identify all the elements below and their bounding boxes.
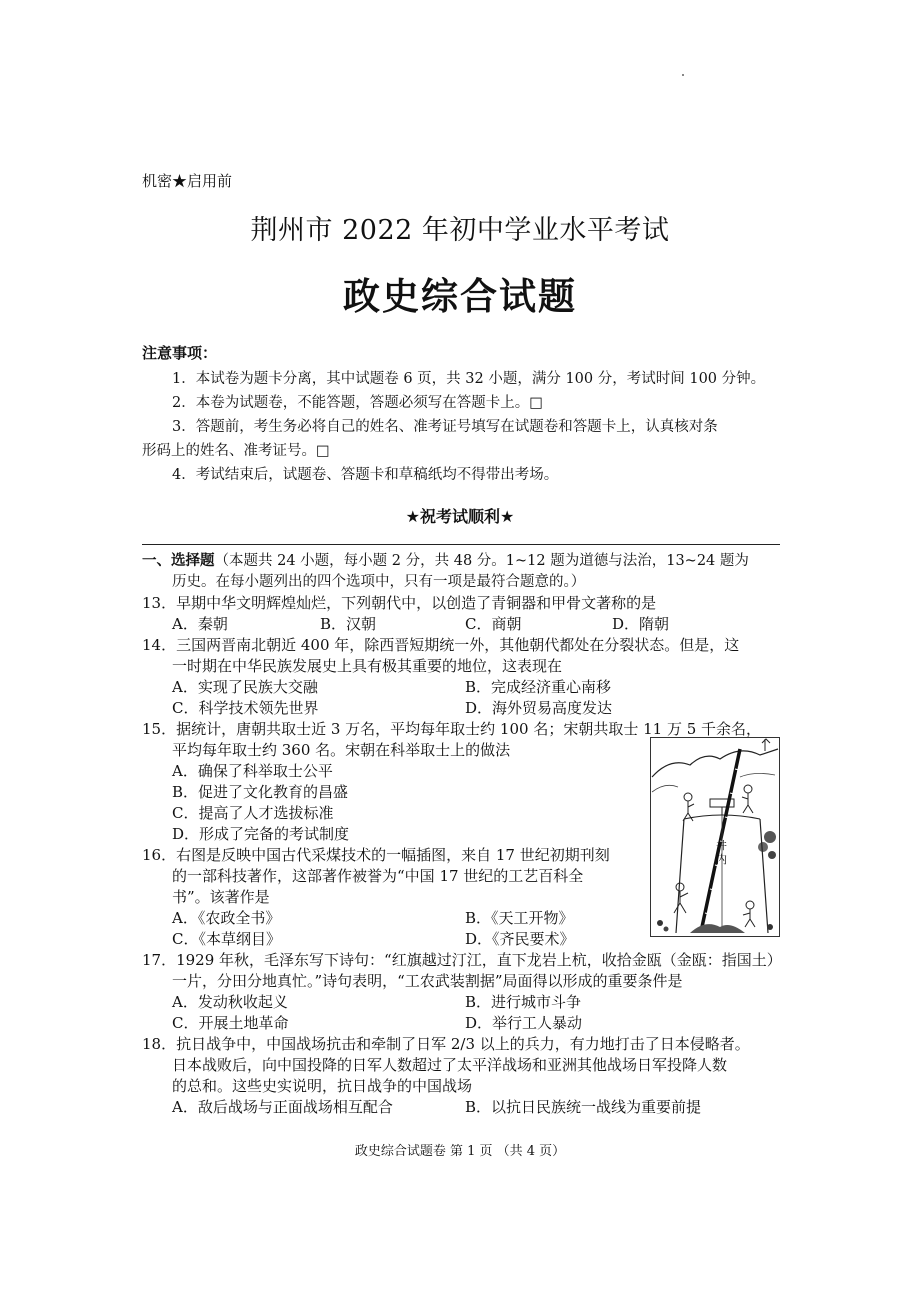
question-stem: 18．抗日战争中，中国战场抗击和牵制了日军 2/3 以上的兵力，有力地打击了日本侵略者。 [142, 1035, 750, 1053]
option: A．《农政全书》 [172, 909, 281, 927]
option: C．《本草纲目》 [172, 930, 281, 948]
notice-item-continued: 形码上的姓名、准考证号。□ [142, 443, 330, 459]
option: B．汉朝 [320, 615, 377, 633]
figure-label-top: 井 [716, 839, 727, 852]
blessing: ★祝考试顺利★ [405, 507, 515, 526]
figure-label-bottom: 内 [716, 853, 727, 866]
section-title: 一、选择题 [142, 553, 215, 569]
option: D．举行工人暴动 [465, 1014, 583, 1032]
option: B．《天工开物》 [465, 909, 574, 927]
option: B．促进了文化教育的昌盛 [172, 783, 349, 801]
section-header [142, 551, 749, 572]
option: B．完成经济重心南移 [465, 678, 612, 696]
question-stem-continued: 书”。该著作是 [172, 888, 270, 906]
page-footer: 政史综合试题卷 第 1 页 （共 4 页） [354, 1144, 566, 1159]
option: A．发动秋收起义 [172, 993, 288, 1011]
option: C．商朝 [465, 615, 522, 633]
question-stem: 14．三国两晋南北朝近 400 年，除西晋短期统一外，其他朝代都处在分裂状态。但是，这 [142, 636, 740, 654]
divider [142, 544, 780, 545]
option: B．进行城市斗争 [465, 993, 582, 1011]
speck [682, 74, 684, 76]
option: D．形成了完备的考试制度 [172, 825, 350, 843]
notice-item: 4．考试结束后，试题卷、答题卡和草稿纸均不得带出考场。 [172, 467, 559, 483]
section-desc: （本题共 24 小题，每小题 2 分，共 48 分。1~12 题为道德与法治，13~24 题为 [214, 553, 749, 569]
question-stem-continued: 一片，分田分地真忙。”诗句表明，“工农武装割据”局面得以形成的重要条件是 [172, 972, 683, 990]
option: D．隋朝 [612, 615, 670, 633]
question-stem-continued: 的总和。这些史实说明，抗日战争的中国战场 [172, 1077, 473, 1095]
option: A．实现了民族大交融 [172, 678, 318, 696]
question-stem-continued: 日本战败后，向中国投降的日军人数超过了太平洋战场和亚洲其他战场日军投降人数 [172, 1056, 728, 1074]
notice-item: 1．本试卷为题卡分离，其中试题卷 6 页，共 32 小题，满分 100 分，考试时间 100 分钟。 [172, 371, 766, 387]
question-stem: 15．据统计，唐朝共取士近 3 万名，平均每年取士约 100 名；宋朝共取士 11 万 5 千余名， [142, 720, 762, 738]
option: B．以抗日民族统一战线为重要前提 [465, 1098, 702, 1116]
question-stem: 17．1929 年秋，毛泽东写下诗句：“红旗越过汀江，直下龙岩上杭，收拾金瓯（金瓯：指国土） [142, 951, 782, 969]
question-stem: 13．早期中华文明辉煌灿烂，下列朝代中，以创造了青铜器和甲骨文著称的是 [142, 594, 657, 612]
question-stem-continued: 一时期在中华民族发展史上具有极其重要的地位，这表现在 [172, 657, 563, 675]
option: A．确保了科举取士公平 [172, 762, 333, 780]
paper-title: 政史综合试题 [343, 275, 577, 318]
question-stem-continued: 平均每年取士约 360 名。宋朝在科举取士上的做法 [172, 741, 511, 759]
option: D．海外贸易高度发达 [465, 699, 613, 717]
option: C．科学技术领先世界 [172, 699, 319, 717]
option: C．提高了人才选拔标准 [172, 804, 334, 822]
section-desc-line2: 历史。在每小题列出的四个选项中，只有一项是最符合题意的。） [172, 574, 586, 590]
option: D．《齐民要术》 [465, 930, 575, 948]
option: C．开展土地革命 [172, 1014, 289, 1032]
notice-item: 3．答题前，考生务必将自己的姓名、准考证号填写在试题卷和答题卡上，认真核对条 [172, 419, 718, 435]
notice-heading: 注意事项： [142, 344, 218, 362]
option: A．秦朝 [172, 615, 228, 633]
illustration-drawing [650, 737, 780, 937]
question-stem: 16．右图是反映中国古代采煤技术的一幅插图，来自 17 世纪初期刊刻 [142, 846, 610, 864]
notice-item: 2．本卷为试题卷，不能答题，答题必须写在答题卡上。□ [172, 395, 543, 411]
confidential-label: 机密★启用前 [142, 172, 233, 190]
question-stem-continued: 的一部科技著作，这部著作被誉为“中国 17 世纪的工艺百科全 [172, 867, 584, 885]
exam-title: 荆州市 2022 年初中学业水平考试 [250, 215, 670, 246]
coal-mining-illustration [650, 737, 780, 937]
option: A．敌后战场与正面战场相互配合 [172, 1098, 393, 1116]
